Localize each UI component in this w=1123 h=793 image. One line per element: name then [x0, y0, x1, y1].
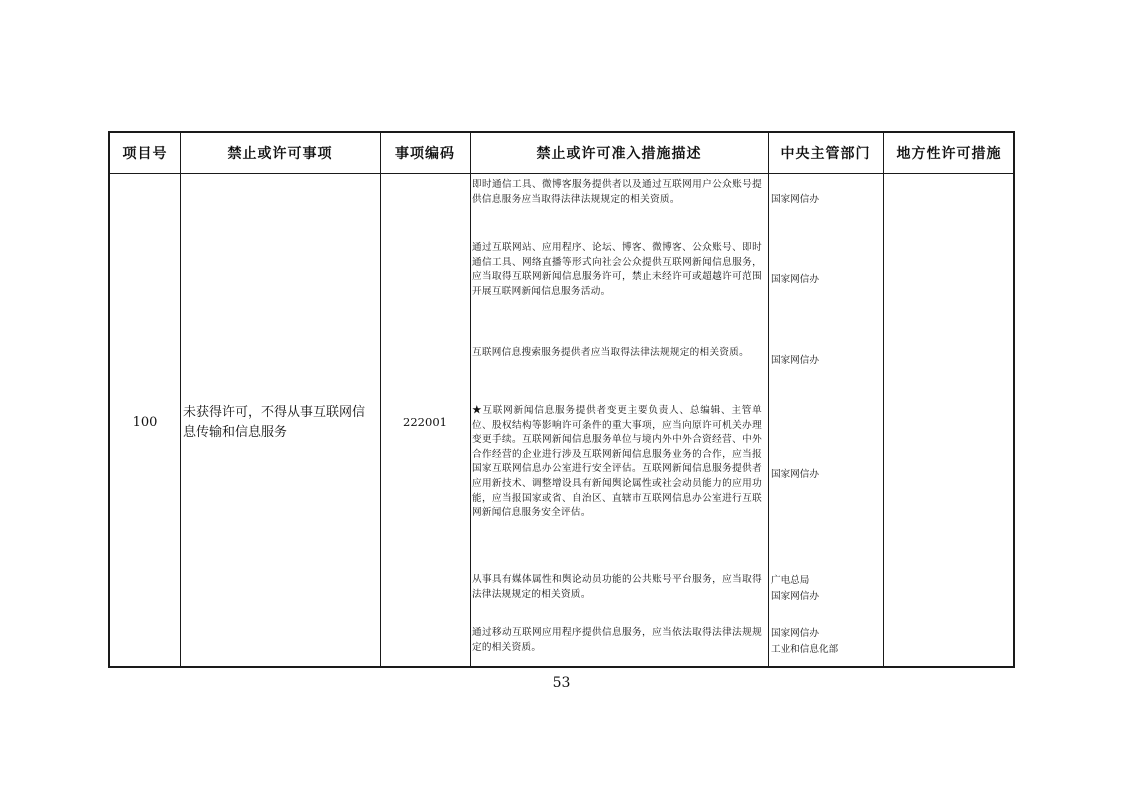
column-divider: [380, 133, 381, 666]
department-name: 广电总局: [771, 575, 810, 586]
department-name: 国家网信办: [771, 194, 819, 205]
measure-description: 从事具有媒体属性和舆论动员功能的公共账号平台服务，应当取得法律法规规定的相关资质。: [472, 574, 762, 600]
measure-department: [771, 626, 881, 657]
department-name: 工业和信息化部: [771, 643, 839, 655]
department-name: 国家网信办: [771, 590, 819, 602]
measure-department: [771, 353, 881, 369]
page-number: 53: [552, 675, 571, 691]
row-item-name: 未获得许可，不得从事互联网信息传输和信息服务: [183, 405, 366, 440]
department-name: 国家网信办: [771, 628, 819, 639]
measure-description: ★互联网新闻信息服务提供者变更主要负责人、总编辑、主管单位、股权结构等影响许可条件的重大事项，应当向原许可机关办理变更手续。互联网新闻信息服务单位与境内外中外合资经营、中外合作经营的企业进行涉及互联网新闻信息服务业务的合作，应当报国家互联网信息办公室进行安全评估。互联网新闻信息服务提供者应用新技术、调整增设具有新闻舆论属性或社会动员能力的应用功能，应当报国家或省、自治区、直辖市互联网信息办公室进行互联网新闻信息服务安全评估。: [472, 405, 762, 519]
column-divider: [768, 133, 769, 666]
column-divider: [180, 133, 181, 666]
measure-description: 通过移动互联网应用程序提供信息服务，应当依法取得法律法规规定的相关资质。: [472, 627, 762, 653]
header-divider: [110, 173, 1013, 174]
measure-department: [771, 272, 881, 288]
row-item-number: 100: [132, 415, 158, 430]
permit-table: [108, 131, 1015, 668]
measure-description: 即时通信工具、微博客服务提供者以及通过互联网用户公众账号提供信息服务应当取得法律法规规定的相关资质。: [472, 179, 762, 205]
measure-description: 通过互联网站、应用程序、论坛、博客、微博客、公众账号、即时通信工具、网络直播等形式向社会公众提供互联网新闻信息服务，应当取得互联网新闻信息服务许可，禁止未经许可或超越许可范围开展互联网新闻信息服务活动。: [472, 242, 762, 297]
header-item-code: 事项编码: [395, 146, 455, 162]
department-name: 国家网信办: [771, 274, 819, 285]
header-local-measures: 地方性许可措施: [896, 146, 1002, 162]
measure-department: [771, 192, 881, 208]
row-item-code: 222001: [403, 415, 447, 429]
column-divider: [883, 133, 884, 666]
header-item-number: 项目号: [122, 146, 168, 162]
measure-description: 互联网信息搜索服务提供者应当取得法律法规规定的相关资质。: [472, 347, 750, 358]
header-department: 中央主管部门: [780, 146, 871, 162]
header-description: 禁止或许可准入措施描述: [536, 146, 702, 162]
measure-department: [771, 573, 881, 604]
measure-department: [771, 467, 881, 483]
department-name: 国家网信办: [771, 469, 819, 480]
column-divider: [470, 133, 471, 666]
department-name: 国家网信办: [771, 355, 819, 366]
header-item-name: 禁止或许可事项: [227, 146, 333, 162]
